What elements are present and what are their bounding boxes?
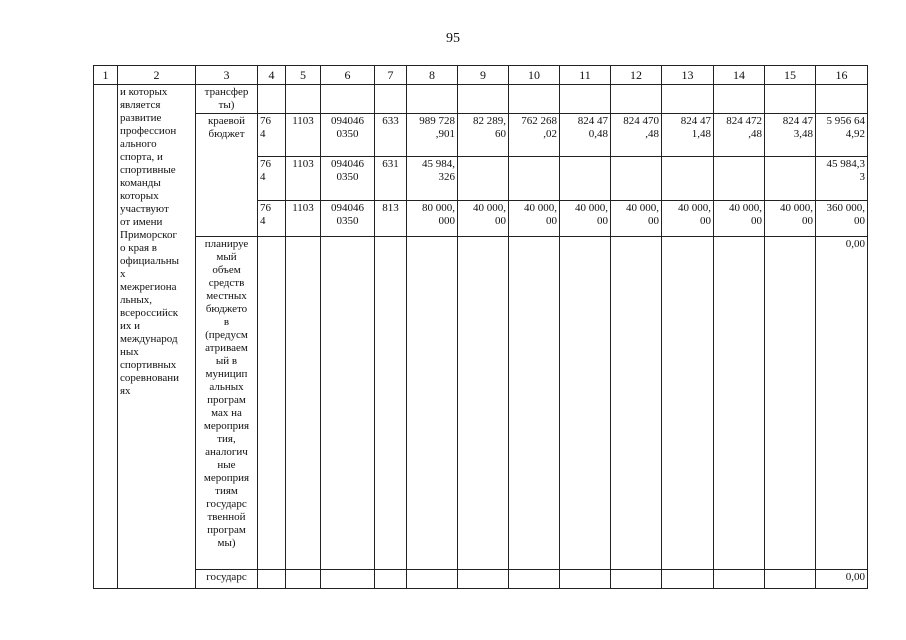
table-cell bbox=[286, 85, 321, 114]
table-cell bbox=[560, 157, 611, 201]
table-cell: 631 bbox=[375, 157, 407, 201]
funding-source: планируе мый объем средств местных бюджето в (предусм атриваем ый в муницип альных програм мах на мероприя тия, аналогич ные мероприя тиям государс твенной програм мы) bbox=[196, 237, 258, 570]
table-cell bbox=[286, 570, 321, 589]
table-cell: 45 984,3 3 bbox=[816, 157, 868, 201]
table-cell bbox=[714, 85, 765, 114]
table-cell bbox=[509, 85, 560, 114]
table-cell bbox=[509, 157, 560, 201]
table-cell bbox=[458, 237, 509, 570]
table-cell bbox=[765, 570, 816, 589]
table-cell: 1103 bbox=[286, 114, 321, 157]
table-cell bbox=[94, 85, 118, 589]
table-cell bbox=[509, 237, 560, 570]
header-cell: 8 bbox=[407, 66, 458, 85]
header-cell: 13 bbox=[662, 66, 714, 85]
funding-source: трансфер ты) bbox=[196, 85, 258, 114]
table-row bbox=[94, 570, 868, 589]
table-cell bbox=[375, 237, 407, 570]
table-cell: 40 000, 00 bbox=[662, 201, 714, 237]
table-cell: 45 984, 326 bbox=[407, 157, 458, 201]
table-cell bbox=[407, 570, 458, 589]
table-cell bbox=[662, 570, 714, 589]
table-cell: 360 000, 00 bbox=[816, 201, 868, 237]
table-cell bbox=[560, 570, 611, 589]
table-cell: 813 bbox=[375, 201, 407, 237]
header-cell: 12 bbox=[611, 66, 662, 85]
header-cell: 4 bbox=[258, 66, 286, 85]
table-cell: 40 000, 00 bbox=[560, 201, 611, 237]
table-cell bbox=[714, 237, 765, 570]
table-cell bbox=[560, 237, 611, 570]
header-cell: 16 bbox=[816, 66, 868, 85]
header-cell: 1 bbox=[94, 66, 118, 85]
table-cell: 824 470 ,48 bbox=[611, 114, 662, 157]
table-cell bbox=[458, 157, 509, 201]
table-cell: 40 000, 00 bbox=[611, 201, 662, 237]
table-cell bbox=[611, 237, 662, 570]
table-cell: 40 000, 00 bbox=[765, 201, 816, 237]
table-cell: 40 000, 00 bbox=[458, 201, 509, 237]
header-cell: 14 bbox=[714, 66, 765, 85]
table-cell bbox=[258, 570, 286, 589]
budget-table bbox=[93, 65, 868, 589]
header-cell: 2 bbox=[118, 66, 196, 85]
table-row bbox=[94, 114, 868, 157]
header-cell: 9 bbox=[458, 66, 509, 85]
table-cell: 824 472 ,48 bbox=[714, 114, 765, 157]
table-cell: 1103 bbox=[286, 157, 321, 201]
table-cell: 824 47 3,48 bbox=[765, 114, 816, 157]
table-cell bbox=[611, 570, 662, 589]
table-cell: 0,00 bbox=[816, 237, 868, 570]
table-cell: 633 bbox=[375, 114, 407, 157]
table-cell: 40 000, 00 bbox=[714, 201, 765, 237]
table-cell: 1103 bbox=[286, 201, 321, 237]
table-cell bbox=[458, 85, 509, 114]
table-cell bbox=[375, 85, 407, 114]
table-cell bbox=[458, 570, 509, 589]
table-cell: 824 47 0,48 bbox=[560, 114, 611, 157]
header-cell: 11 bbox=[560, 66, 611, 85]
table-cell bbox=[662, 85, 714, 114]
table-cell bbox=[611, 85, 662, 114]
table-cell bbox=[321, 237, 375, 570]
table-cell bbox=[714, 570, 765, 589]
header-cell: 3 bbox=[196, 66, 258, 85]
table-cell bbox=[286, 237, 321, 570]
table-cell: 80 000, 000 bbox=[407, 201, 458, 237]
header-cell: 7 bbox=[375, 66, 407, 85]
table-cell: 762 268 ,02 bbox=[509, 114, 560, 157]
table-cell: 094046 0350 bbox=[321, 114, 375, 157]
funding-source: государс bbox=[196, 570, 258, 589]
table-cell bbox=[714, 157, 765, 201]
table-cell bbox=[816, 85, 868, 114]
table-cell: 82 289, 60 bbox=[458, 114, 509, 157]
page-number: 95 bbox=[446, 31, 460, 46]
table-cell bbox=[765, 157, 816, 201]
table-cell bbox=[765, 85, 816, 114]
table-cell bbox=[662, 237, 714, 570]
table-cell bbox=[407, 85, 458, 114]
table-cell: 40 000, 00 bbox=[509, 201, 560, 237]
table-row bbox=[94, 85, 868, 114]
table-cell: 824 47 1,48 bbox=[662, 114, 714, 157]
table-row bbox=[94, 237, 868, 570]
header-cell: 5 bbox=[286, 66, 321, 85]
table-cell bbox=[321, 85, 375, 114]
table-cell: 094046 0350 bbox=[321, 201, 375, 237]
header-cell: 10 bbox=[509, 66, 560, 85]
table-cell bbox=[321, 570, 375, 589]
table-cell: 989 728 ,901 bbox=[407, 114, 458, 157]
table-cell: 76 4 bbox=[258, 114, 286, 157]
table-cell: 5 956 64 4,92 bbox=[816, 114, 868, 157]
table-cell bbox=[509, 570, 560, 589]
funding-source: краевой бюджет bbox=[196, 114, 258, 237]
table-cell bbox=[560, 85, 611, 114]
table-cell bbox=[258, 85, 286, 114]
header-cell: 15 bbox=[765, 66, 816, 85]
table-cell: 094046 0350 bbox=[321, 157, 375, 201]
table-cell: 76 4 bbox=[258, 157, 286, 201]
table-cell bbox=[611, 157, 662, 201]
table-cell: 76 4 bbox=[258, 201, 286, 237]
table-cell: 0,00 bbox=[816, 570, 868, 589]
header-cell: 6 bbox=[321, 66, 375, 85]
table-cell bbox=[662, 157, 714, 201]
measure-description: и которых является развитие профессион ального спорта, и спортивные команды которых участвуют от имени Приморског о края в официальны х межрегиона льных, всероссийск их и международ ных спортивных соревновани ях bbox=[118, 85, 196, 589]
table-cell bbox=[258, 237, 286, 570]
table-cell bbox=[765, 237, 816, 570]
table-cell bbox=[375, 570, 407, 589]
table-cell bbox=[407, 237, 458, 570]
header-row bbox=[94, 66, 868, 85]
